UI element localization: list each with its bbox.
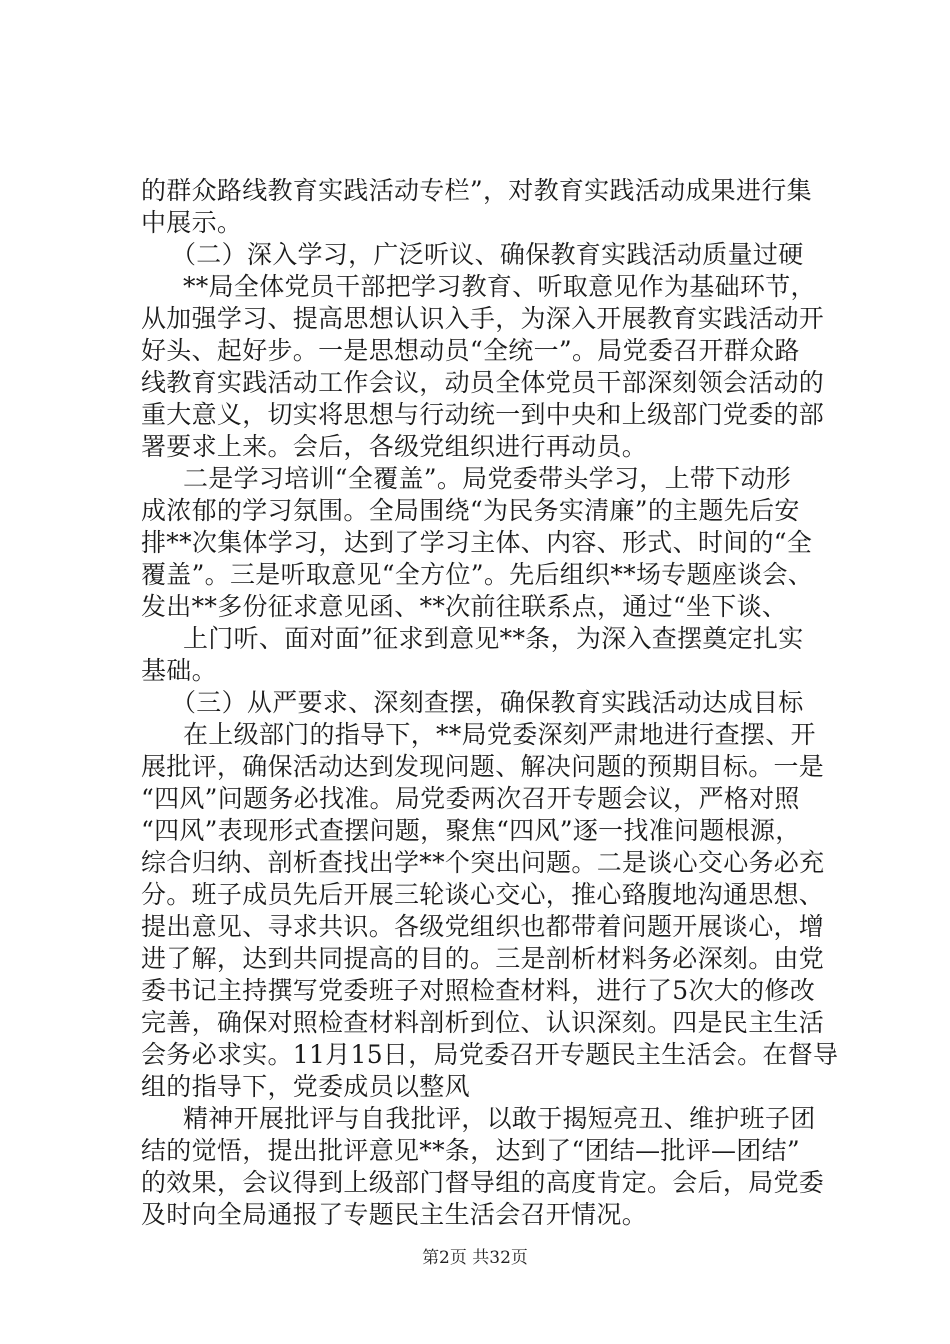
text-line: “四风”问题务必找准。局党委两次召开专题会议，严格对照 (141, 784, 800, 813)
text-line: 基础。 (141, 656, 217, 685)
text-line: **局全体党员干部把学习教育、听取意见作为基础环节， (183, 272, 816, 301)
text-line: 中展示。 (141, 208, 243, 237)
text-line: 在上级部门的指导下，**局党委深刻严肃地进行查摆、开 (183, 720, 816, 749)
text-line: 重大意义，切实将思想与行动统一到中央和上级部门党委的部 (141, 400, 825, 429)
text-line: 综合归纳、剖析查找出学**个突出问题。二是谈心交心务必充 (141, 848, 825, 877)
text-line: 覆盖”。三是听取意见“全方位”。先后组织**场专题座谈会、 (141, 560, 814, 589)
text-line: 的效果，会议得到上级部门督导组的高度肯定。会后，局党委 (141, 1168, 825, 1197)
text-line: 及时向全局通报了专题民主生活会召开情况。 (141, 1200, 648, 1229)
section-heading: （二）深入学习，广泛听议、确保教育实践活动质量过硬 (171, 240, 804, 269)
text-line: 好头、起好步。一是思想动员“全统一”。局党委召开群众路 (141, 336, 800, 365)
text-line: 结的觉悟，提出批评意见**条，达到了“团结—批评—团结” (141, 1136, 800, 1165)
text-line: 线教育实践活动工作会议，动员全体党员干部深刻领会活动的 (141, 368, 825, 397)
text-line: 展批评，确保活动达到发现问题、解决问题的预期目标。一是 (141, 752, 825, 781)
text-line: 精神开展批评与自我批评，以敢于揭短亮丑、维护班子团 (183, 1104, 816, 1133)
text-line: 提出意见、寻求共识。各级党组织也都带着问题开展谈心，增 (141, 912, 825, 941)
text-line: 的群众路线教育实践活动专栏”，对教育实践活动成果进行集 (141, 176, 812, 205)
text-line: 成浓郁的学习氛围。全局围绕“为民务实清廉”的主题先后安 (141, 496, 800, 525)
text-line: 发出**多份征求意见函、**次前往联系点，通过“坐下谈、 (141, 592, 788, 621)
text-line: 排**次集体学习，达到了学习主体、内容、形式、时间的“全 (141, 528, 813, 557)
section-heading: （三）从严要求、深刻查摆，确保教育实践活动达成目标 (171, 688, 804, 717)
text-line: 会务必求实。11月15日，局党委召开专题民主生活会。在督导 (141, 1040, 839, 1069)
text-line: 上门听、面对面”征求到意见**条，为深入查摆奠定扎实 (183, 624, 804, 653)
text-line: 从加强学习、提高思想认识入手，为深入开展教育实践活动开 (141, 304, 825, 333)
text-line: 分。班子成员先后开展三轮谈心交心，推心臵腹地沟通思想、 (141, 880, 825, 909)
text-line: 二是学习培训“全覆盖”。局党委带头学习，上带下动形 (183, 464, 792, 493)
text-line: 进了解，达到共同提高的目的。三是剖析材料务必深刻。由党 (141, 944, 825, 973)
page-footer: 第2页 共32页 (422, 1248, 528, 1268)
text-line: 署要求上来。会后，各级党组织进行再动员。 (141, 432, 648, 461)
text-line: 委书记主持撰写党委班子对照检查材料，进行了5次大的修改 (141, 976, 816, 1005)
text-line: 组的指导下，党委成员以整风 (141, 1072, 470, 1101)
text-line: “四风”表现形式查摆问题，聚焦“四风”逐一找准问题根源， (141, 816, 801, 845)
text-line: 完善，确保对照检查材料剖析到位、认识深刻。四是民主生活 (141, 1008, 825, 1037)
